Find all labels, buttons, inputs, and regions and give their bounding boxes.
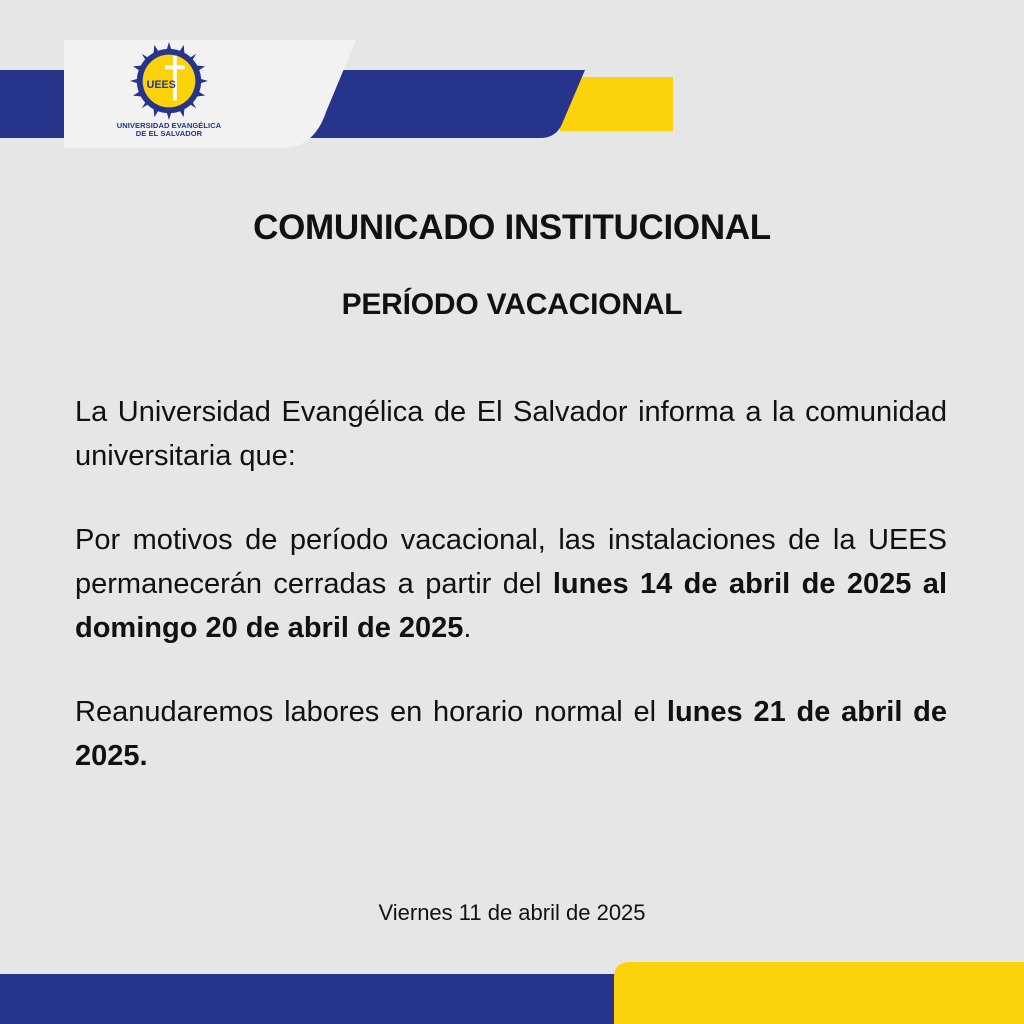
issue-date: Viernes 11 de abril de 2025 xyxy=(378,900,646,925)
paragraph-closure xyxy=(75,518,947,650)
page-title: COMUNICADO INSTITUCIONAL xyxy=(253,208,771,247)
logo-name-line1: UNIVERSIDAD EVANGÉLICA xyxy=(116,121,222,130)
logo-initials: UEES xyxy=(146,78,176,91)
resume-date: lunes 21 de abril de 2025. xyxy=(75,696,948,772)
logo-name-line2: DE EL SALVADOR xyxy=(135,129,203,138)
closure-text: Por motivos de período vacacional, las instalaciones de la UEES permanecerán cerradas a partir del xyxy=(75,524,947,600)
page-subtitle: PERÍODO VACACIONAL xyxy=(341,288,683,321)
university-logo xyxy=(64,40,274,148)
closure-dates: lunes 14 de abril de 2025 al domingo 20 de abril de 2025 xyxy=(75,568,947,644)
closure-end: . xyxy=(463,612,472,644)
announcement-body xyxy=(75,390,947,818)
bottom-blue-band xyxy=(0,974,640,1024)
logo-university-name xyxy=(117,122,222,138)
paragraph-resume xyxy=(75,690,947,778)
paragraph-intro: La Universidad Evangélica de El Salvador informa a la comunidad universitaria que: xyxy=(75,396,947,472)
sun-cross-emblem-icon xyxy=(130,42,208,120)
resume-text: Reanudaremos labores en horario normal el xyxy=(75,696,667,728)
bottom-yellow-band xyxy=(614,962,1024,1024)
